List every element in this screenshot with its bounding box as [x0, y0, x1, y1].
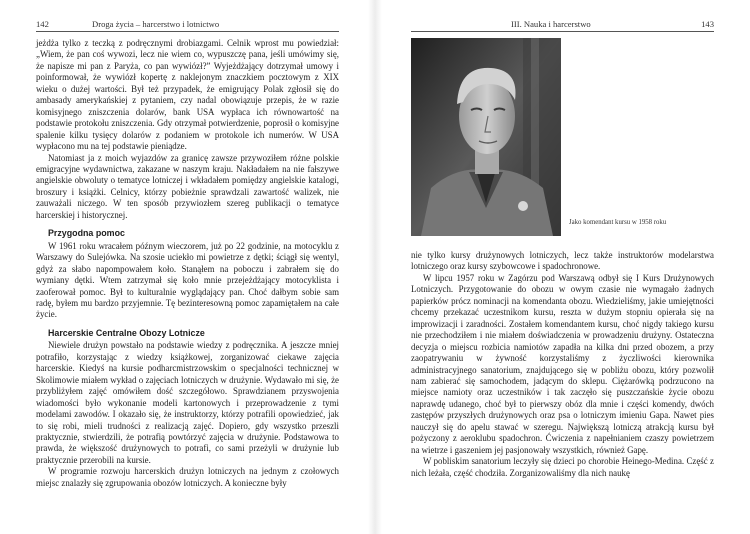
left-paragraph: jeżdża tylko z teczką z podręcznymi drobiazgami. Celnik wprost mu powiedział: „Wiem, że pan coś wywozi, lecz nie wiem co, wypuszczę pana, jeśli umówimy się, że napisze mi pan z Paryża, co pan wywiózł?” Wyjeżdżający dotrzymał umowy i poinformował, że wywiózł kopertę z naklejonym znaczkiem pocztowym z XIX wieku o dużej wartości. Był też przypadek, że emigrujący Polak zgłosił się do ambasady amerykańskiej z pytaniem, czy nadal obowiązuje przepis, że w razie komisyjnego zniszczenia dolarów, bank USA wypłaca ich równowartość na podstawie protokołu zniszczenia. Gdy otrzymał potwierdzenie, poprosił o komisyjne spalenie kilku tysięcy dolarów z podaniem w protokole ich numerów. W USA wypłacono mu na tej podstawie pieniądze. [36, 38, 339, 152]
right-running-head [411, 17, 714, 31]
section-heading-przygodna-pomoc: Przygodna pomoc [48, 228, 125, 239]
right-header-rule [411, 31, 714, 32]
left-paragraph: Natomiast ja z moich wyjazdów za granicę zawsze przywoziłem różne polskie emigracyjne wydawnictwa, zakazane w naszym kraju. Nakładałem na nie fałszywe angielskie obwoluty o tematyce lotniczej i wkładałem pomiędzy angielskie katalogi, broszury i książki. Celnicy, którzy pobieżnie sprawdzali zawartość walizek, nie zauważali niczego. W ten sposób przywiozłem szereg publikacji o tematyce harcerskiej i historycznej. [36, 152, 339, 220]
left-page-number: 142 [36, 19, 49, 29]
left-paragraph: Niewiele drużyn powstało na podstawie wiedzy z podręcznika. A jeszcze mniej potrafiło, korzystając z wiedzy książkowej, zorganizować ciekawe zajęcia harcerskie. Kiedyś na kursie podharcmistrzowskim o specjalności technicznej w Skolimowie miałem wykład o zajęciach lotniczych w drużynie. Wydawało mi się, że przybliżyłem zajęć omówiłem dość szczegółowo. Sprawdzianem przyswojenia wiadomości było wykonanie modeli kartonowych i przeprowadzenie z tymi modelami zawodów. I okazało się, że instruktorzy, którzy potrafili opowiedzieć, jak to się robi, mieli trudności z realizacją zajęć. Dopiero, gdy wszystko przeszli praktycznie, stwierdzili, że potrafią powtórzyć zajęcia w drużynie. Podstawowa to prawda, że większość drużynowych to potrafi, co sami przeżyli w drużynie lub praktycznie przerobili na kursie. [36, 340, 339, 465]
section-heading-obozy-lotnicze: Harcerskie Centralne Obozy Lotnicze [48, 327, 205, 338]
left-header-rule [36, 31, 339, 32]
right-running-title: III. Nauka i harcerstwo [511, 19, 591, 29]
left-running-head [36, 17, 339, 31]
left-running-title: Droga życia – harcerstwo i lotnictwo [92, 19, 220, 29]
right-page-number: 143 [701, 19, 714, 29]
portrait-photo [411, 38, 561, 236]
photo-caption: Jako komendant kursu w 1958 roku [569, 219, 667, 226]
right-paragraph: W pobliskim sanatorium leczyły się dzieci po chorobie Heinego-Medina. Część z nich leżała, część chodziła. Zorganizowaliśmy dla nich naukę [411, 456, 714, 478]
portrait-illustration [411, 38, 561, 236]
right-page [375, 0, 750, 534]
left-paragraph: W 1961 roku wracałem późnym wieczorem, już po 22 godzinie, na motocyklu z Warszawy do Sulejówka. Na szosie uciekło mi powietrze z dętki; ściągł się wentyl, gdyż za słabo napompowałem koło. Stanąłem na poboczu i zabrałem się do wymiany dętki. Wtem zatrzymał się koło mnie przejeżdżający motocyklista i zaoferował pomoc. Był to kulturalnie wyglądający pan. Choć dałbym sobie sam radę, byłem mu bardzo przyjemnie. Tę bezinteresowną pomoc zapamiętałem na całe życie. [36, 240, 339, 320]
right-paragraph: nie tylko kursy drużynowych lotniczych, lecz także instruktorów modelarstwa lotniczego oraz kursy szybowcowe i spadochronowe. [411, 250, 714, 272]
right-paragraph: W lipcu 1957 roku w Zagórzu pod Warszawą odbył się I Kurs Drużynowych Lotniczych. Przygotowanie do obozu w owym czasie nie wymagało żadnych papierków prócz nominacji na komendanta obozu. Wiedzieliśmy, jakie umiejętności chcemy przekazać uczestnikom kursu, reszta w dużym stopniu opierała się na improwizacji i zaradności. Zostałem komendantem kursu, choć nigdy takiego kursu nie przechodziłem i nie miałem doświadczenia w prowadzeniu drużyny. Ostateczna decyzja o miejscu rozbicia namiotów zapadła na kilka dni przed obozem, a przy zaopatrywaniu w żywność korzystaliśmy z życzliwości kierownika administracyjnego sanatorium, znajdującego się w pobliżu obozu, który pozwolił nam zabierać się samochodem, jadącym do sklepu. Ciężarówką podrzucono na miejsce namioty oraz uczestników i tak zaczęło się puszczańskie życie obozu naprawdę udanego, choć był to pierwszy obóz dla mnie i części komendy, dwóch zastępów przyszłych drużynowych oraz psa o lotniczym imieniu Gapa. Nawet pies nauczył się do apelu stawać w szeregu. Największą lotniczą atrakcją kursu był pożyczony z aeroklubu spadochron. Ćwiczenia z napełnianiem czaszy powietrzem na wietrze i gaszeniem jej pasjonowały wszystkich, również Gapę. [411, 272, 714, 455]
left-paragraph: W programie rozwoju harcerskich drużyn lotniczych na jednym z czołowych miejsc znalazły się zgrupowania obozów lotniczych. A konieczne były [36, 466, 339, 488]
right-text-block [411, 250, 714, 479]
left-text-block [36, 38, 339, 489]
